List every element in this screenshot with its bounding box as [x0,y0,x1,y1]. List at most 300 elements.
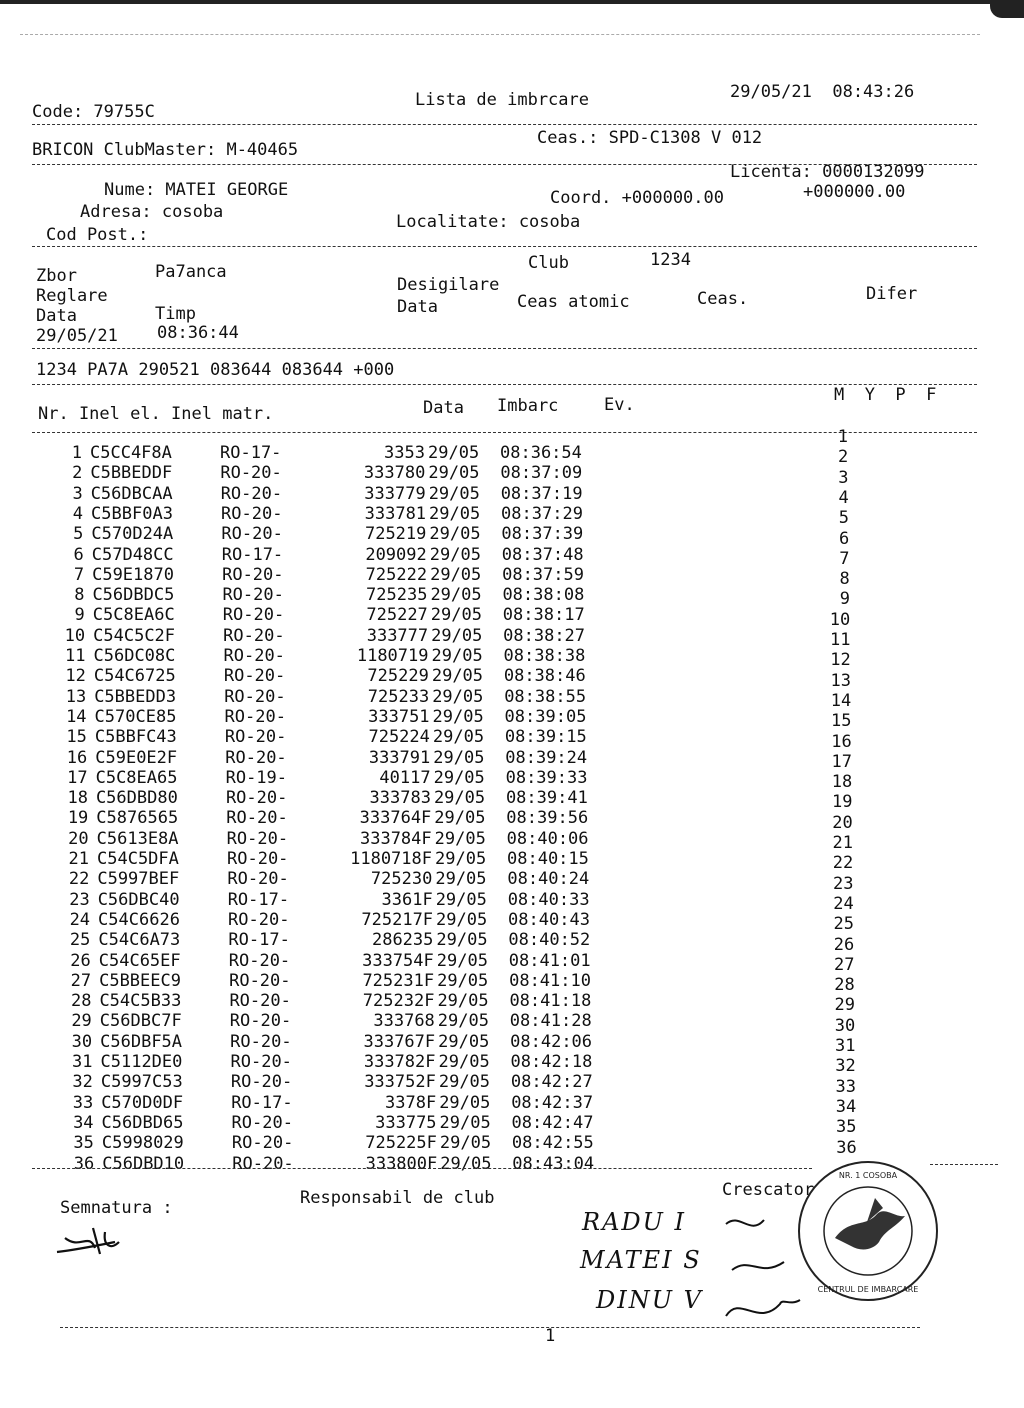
ring-number: 725222 [365,564,428,585]
ring-number: 725219 [364,524,427,545]
ring-prefix: RO-20- [230,1031,292,1052]
ring-number: 725235 [366,585,428,606]
ring-number: 3361F [381,889,433,910]
row-number: 26 [70,950,91,971]
ring-number: 286235 [371,930,434,951]
difer-label: Difer [866,284,918,304]
col-header-mypf: M Y P F [834,385,937,405]
table-row [11,1052,811,1072]
electronic-ring: C54C6626 [98,909,180,930]
reglare-date: 29/05/21 [36,326,118,346]
ring-number: 333784F [359,828,432,849]
signature-label: Semnatura : [60,1198,173,1218]
table-row [5,748,805,768]
table-row [1,484,801,504]
m-number: 30 [834,1015,856,1036]
ring-number: 333764F [359,808,432,829]
svg-text:CENTRUL DE IMBARCARE: CENTRUL DE IMBARCARE [817,1285,919,1294]
arrival-date: 29/05 [430,605,482,626]
arrival-time: 08:42:06 [510,1031,593,1052]
ring-number: 333800F [365,1153,438,1174]
electronic-ring: C570D0DF [101,1092,184,1113]
ring-prefix: RO-20- [227,849,289,869]
table-row [6,768,806,788]
table-row [1,504,801,524]
col-header-left: Nr. Inel el. Inel matr. [38,404,274,424]
ring-prefix: RO-20- [225,747,287,768]
col-header-imbarc: Imbarc [497,396,559,416]
electronic-ring: C56DBD65 [101,1112,184,1133]
ring-number: 333767F [363,1031,436,1052]
coord-value-2: +000000.00 [803,182,906,202]
row-number: 9 [74,605,85,626]
data-label: Data [36,306,77,326]
reglare-time: 08:36:44 [157,323,239,343]
ring-prefix: RO-17- [228,930,290,951]
m-number: 22 [832,853,854,874]
ring-prefix: RO-20- [223,625,285,646]
row-number: 8 [74,585,85,606]
signature-scribble [55,1220,135,1260]
m-number: 17 [831,751,852,772]
table-row [8,890,808,910]
ring-number: 333791 [368,747,431,768]
arrival-date: 29/05 [438,1052,490,1072]
arrival-time: 08:40:43 [508,909,590,930]
row-number: 10 [64,625,86,646]
electronic-ring: C5BBF0A3 [91,503,173,524]
ring-number: 40117 [379,767,431,788]
electronic-ring: C56DBC40 [97,889,180,910]
ring-number: 333780 [363,463,426,484]
ring-prefix: RO-20- [224,727,287,748]
arrival-time: 08:39:05 [504,706,587,727]
divider [60,1327,920,1328]
arrival-time: 08:41:10 [509,970,591,991]
zbor-value: Pa7anca [155,262,227,282]
electronic-ring: C5BBEDD3 [94,686,177,707]
flight-record: 1234 PA7A 290521 083644 083644 +000 [36,360,395,380]
arrival-time: 08:42:27 [510,1072,593,1093]
row-number: 7 [73,564,85,585]
ring-prefix: RO-20- [231,1133,294,1154]
arrival-time: 08:37:19 [500,483,583,504]
ring-prefix: RO-20- [228,909,290,930]
system-label: BRICON ClubMaster: M-40465 [32,140,299,160]
ring-number: 3353 [384,443,425,463]
arrival-date: 29/05 [431,646,483,666]
row-number: 24 [69,909,91,930]
m-number: 12 [830,650,851,671]
arrival-time: 08:40:06 [506,828,589,849]
m-number: 29 [834,995,855,1016]
m-number: 23 [833,873,854,894]
ring-prefix: RO-20- [227,869,289,890]
ring-prefix: RO-20- [232,1153,294,1174]
ring-number: 209092 [365,544,427,565]
zbor-label: Zbor [36,266,77,286]
arrival-date: 29/05 [436,950,488,971]
arrival-date: 29/05 [436,930,488,951]
ring-number: 333783 [369,788,431,809]
row-number: 12 [65,666,86,687]
reglare-label: Reglare [36,286,108,306]
row-number: 16 [66,747,88,768]
ring-prefix: RO-17- [231,1092,293,1113]
arrival-time: 08:36:54 [500,443,582,463]
torn-perforation [20,34,980,35]
ring-prefix: RO-17- [227,889,290,910]
row-number: 18 [67,788,88,809]
locality-label: Localitate: cosoba [396,212,581,232]
m-number: 36 [836,1137,857,1158]
breeder-label: Crescator [722,1180,815,1200]
arrival-time: 08:41:18 [509,991,592,1012]
arrival-time: 08:38:46 [503,666,586,687]
ring-number: 725233 [367,686,430,707]
ring-number: 725230 [370,869,433,890]
arrival-date: 29/05 [436,909,488,930]
table-row [11,1093,811,1113]
arrival-date: 29/05 [434,808,486,829]
arrival-date: 29/05 [438,1072,491,1093]
electronic-ring: C5BBEEC9 [99,970,181,991]
page-number: 1 [545,1326,556,1346]
arrival-time: 08:38:38 [503,646,586,666]
electronic-ring: C570D24A [91,524,174,545]
club-value: 1234 [650,250,691,270]
table-row [8,910,808,930]
ring-number: 333779 [364,483,426,504]
arrival-date: 29/05 [433,767,485,788]
divider [32,1168,812,1169]
ring-prefix: RO-20- [226,808,288,829]
arrival-date: 29/05 [439,1133,492,1154]
arrival-time: 08:37:48 [501,544,584,565]
ring-prefix: RO-20- [229,991,291,1012]
code-label: Code: 79755C [32,102,155,122]
m-number: 11 [830,630,851,650]
table-row [12,1113,812,1133]
arrival-time: 08:39:56 [506,808,589,829]
electronic-ring: C5C8EA6C [92,605,175,626]
electronic-ring: C570CE85 [94,706,177,727]
arrival-date: 29/05 [432,706,484,727]
arrival-date: 29/05 [429,524,481,545]
ring-prefix: RO-20- [221,524,283,545]
electronic-ring: C57D48CC [91,544,174,565]
arrival-date: 29/05 [430,585,482,606]
arrival-date: 29/05 [433,788,486,809]
arrival-date: 29/05 [435,869,487,890]
arrival-date: 29/05 [429,544,481,565]
electronic-ring: C56DBCAA [90,483,173,504]
m-number: 13 [830,670,851,691]
table-row [2,585,802,605]
clock-label: Ceas.: SPD-C1308 V 012 [537,128,763,148]
ring-number: 333775 [375,1112,437,1133]
row-number: 34 [73,1112,94,1133]
arrival-date: 29/05 [428,483,480,504]
arrival-time: 08:43:04 [512,1153,595,1174]
row-number: 35 [73,1133,94,1154]
electronic-ring: C56DBD80 [95,788,178,809]
row-number: 11 [65,646,86,666]
club-stamp-seal [795,1158,941,1304]
ring-prefix: RO-20- [230,1052,292,1072]
arrival-time: 08:39:41 [505,788,588,809]
m-number: 16 [831,731,852,752]
table-row [12,1133,812,1153]
electronic-ring: C5BBFC43 [94,727,177,748]
electronic-ring: C5876565 [96,808,179,829]
m-number: 27 [834,954,855,975]
electronic-ring: C54C6725 [93,666,176,687]
ring-prefix: RO-20- [222,585,284,606]
row-number: 6 [73,544,84,565]
arrival-date: 29/05 [431,666,484,687]
ring-number: 333751 [368,706,430,727]
divider [32,432,977,433]
m-number: 26 [833,934,855,955]
divider [32,124,977,125]
club-responsible-label: Responsabil de club [300,1188,495,1208]
row-number: 23 [69,889,90,910]
club-label: Club [528,253,569,273]
table-row [6,788,806,808]
ring-prefix: RO-20- [224,686,286,707]
row-number: 31 [72,1052,93,1072]
row-number: 28 [70,991,92,1012]
col-header-data: Data [423,398,464,418]
arrival-time: 08:38:17 [502,605,585,626]
ring-number: 3378F [385,1092,437,1113]
row-number: 22 [68,869,90,890]
table-row [4,646,804,666]
electronic-ring: C54C5C2F [93,625,176,646]
arrival-time: 08:38:55 [504,686,587,707]
table-row [3,626,803,646]
ring-number: 725227 [366,605,428,626]
m-number: 20 [832,812,853,833]
arrival-time: 08:41:28 [509,1011,592,1032]
table-row [8,930,808,950]
electronic-ring: C59E1870 [92,564,174,585]
arrival-time: 08:42:37 [511,1092,594,1113]
table-row [5,707,805,727]
row-number: 36 [73,1153,95,1174]
arrival-time: 08:38:27 [503,625,586,646]
ring-number: 725225F [365,1133,437,1154]
arrival-time: 08:38:08 [502,585,585,606]
ring-number: 725232F [362,991,435,1012]
ring-number: 725224 [368,727,430,748]
owner-name: Nume: MATEI GEORGE [104,180,289,200]
arrival-time: 08:42:18 [510,1052,593,1072]
table-row [9,991,809,1011]
ring-prefix: RO-20- [222,605,285,626]
electronic-ring: C54C5DFA [97,849,179,869]
svg-text:NR. 1 COSOBA: NR. 1 COSOBA [838,1171,898,1180]
table-row [2,565,802,585]
table-row [10,1032,810,1052]
ring-prefix: RO-20- [225,788,288,809]
print-datetime: 29/05/21 08:43:26 [730,82,915,102]
arrival-time: 08:37:59 [502,564,584,585]
ring-number: 333768 [373,1011,435,1032]
licence-label: Licenta: 0000132099 [730,162,925,182]
table-row [7,829,807,849]
ring-prefix: RO-20- [229,1011,292,1032]
handwritten-name-3: DINU V [596,1286,703,1314]
ring-prefix: RO-20- [229,970,291,991]
m-number: 28 [834,975,855,996]
row-number: 30 [71,1031,93,1052]
table-row [7,849,807,869]
ring-number: 725229 [367,666,429,687]
row-number: 15 [66,727,87,748]
divider [32,246,977,247]
electronic-ring: C54C5B33 [99,991,182,1012]
row-number: 1 [71,443,82,463]
row-number: 14 [66,706,87,727]
ring-prefix: RO-17- [221,544,284,565]
ring-prefix: RO-20- [231,1112,293,1133]
m-number: 6 [839,528,850,549]
arrival-date: 29/05 [428,443,480,463]
table-row [12,1154,812,1174]
coord-label: Coord. +000000.00 [550,188,724,208]
col-header-ev: Ev. [604,395,635,415]
table-row [7,869,807,889]
arrival-date: 29/05 [435,889,487,910]
ring-prefix: RO-20- [222,564,284,585]
m-number: 33 [835,1076,856,1097]
ring-prefix: RO-17- [220,443,282,463]
m-number: 5 [838,508,849,529]
row-number: 20 [68,828,89,849]
ring-prefix: RO-20- [221,503,283,524]
electronic-ring: C5613E8A [96,828,179,849]
table-row [5,727,805,747]
ring-prefix: RO-20- [220,483,283,504]
ring-number: 725231F [362,970,435,991]
scan-edge [0,0,1024,4]
row-number: 27 [70,970,92,991]
ring-number: 1180719 [356,646,429,666]
table-row [4,687,804,707]
row-number: 17 [67,767,88,788]
table-row [0,443,800,463]
handwritten-name-1: RADU I [582,1208,686,1236]
arrival-date: 29/05 [432,686,484,707]
arrival-date: 29/05 [437,991,489,1012]
m-number: 1 [837,427,848,447]
row-number: 3 [72,483,83,504]
m-number: 35 [836,1117,857,1138]
arrival-date: 29/05 [438,1031,490,1052]
arrival-date: 29/05 [435,849,487,869]
arrival-date: 29/05 [431,625,483,646]
data-label-2: Data [397,297,438,317]
ring-prefix: RO-19- [225,767,288,788]
ceas-atomic-label: Ceas atomic [517,292,630,312]
ring-number: 333752F [364,1072,436,1093]
arrival-date: 29/05 [437,1011,489,1032]
electronic-ring: C56DC08C [93,646,176,666]
ring-number: 333781 [364,503,427,524]
electronic-ring: C59E0E2F [95,747,178,768]
postcode-label: Cod Post.: [46,225,149,245]
electronic-ring: C5C8EA65 [95,767,178,788]
electronic-ring: C5997C53 [100,1072,183,1093]
arrival-time: 08:42:55 [511,1133,594,1154]
arrival-date: 29/05 [429,503,481,524]
arrival-date: 29/05 [434,828,486,849]
row-number: 2 [72,463,83,484]
m-number: 3 [838,467,849,488]
electronic-ring: C5998029 [101,1133,184,1154]
m-number: 19 [832,792,853,813]
m-number: 31 [835,1036,856,1056]
row-number: 5 [73,524,84,545]
desigilare-label: Desigilare [397,275,500,295]
row-number: 21 [68,849,89,869]
arrival-time: 08:40:33 [507,889,590,910]
arrival-date: 29/05 [440,1153,492,1174]
list-title: Lista de imbrcare [415,90,589,110]
arrival-time: 08:40:52 [508,930,591,951]
electronic-ring: C56DBF5A [100,1031,183,1052]
arrival-time: 08:37:29 [501,503,583,524]
table-row [3,605,803,625]
arrival-time: 08:40:15 [507,849,589,869]
row-number: 33 [72,1092,94,1113]
m-number: 10 [829,609,851,630]
ring-number: 333777 [366,625,429,646]
arrival-date: 29/05 [432,727,485,748]
handwritten-name-2: MATEI S [580,1246,702,1274]
row-number: 25 [69,930,91,951]
arrival-time: 08:39:15 [504,727,587,748]
m-number: 9 [839,589,850,610]
electronic-ring: C5997BEF [97,869,180,890]
table-row [2,545,802,565]
arrival-date: 29/05 [428,463,480,484]
arrival-date: 29/05 [439,1092,491,1113]
ceas-label: Ceas. [697,289,749,309]
arrival-time: 08:37:09 [500,463,583,484]
electronic-ring: C54C65EF [98,950,181,971]
table-row [9,971,809,991]
table-row [11,1072,811,1092]
m-number: 4 [838,487,849,508]
arrival-time: 08:39:33 [505,767,588,788]
electronic-ring: C5BBEDDF [90,463,173,484]
ring-number: 333754F [362,950,434,971]
m-number: 14 [830,690,852,711]
ring-prefix: RO-20- [223,646,285,666]
m-number: 24 [833,893,854,914]
arrival-date: 29/05 [433,747,485,768]
m-number: 15 [831,711,852,732]
table-row [6,808,806,828]
owner-address: Adresa: cosoba [80,202,224,222]
m-number: 18 [831,772,853,793]
arrival-time: 08:42:47 [511,1112,594,1133]
divider [32,348,977,349]
m-number: 21 [832,833,853,853]
